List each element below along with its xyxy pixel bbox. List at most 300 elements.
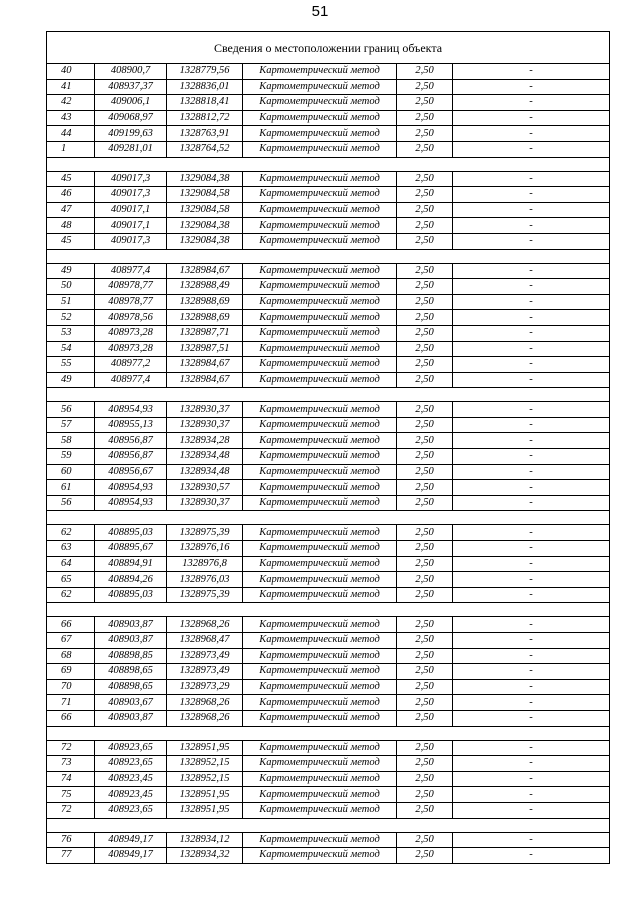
- accuracy-cell: 2,50: [397, 126, 453, 142]
- group-separator-cell: [47, 726, 610, 740]
- x-coordinate-cell: 409017,1: [95, 218, 167, 234]
- table-row: [47, 187, 610, 203]
- table-row: [47, 802, 610, 818]
- description-cell: -: [453, 171, 610, 187]
- accuracy-cell: 2,50: [397, 233, 453, 249]
- point-number-cell: 50: [47, 279, 95, 295]
- point-number-cell: 75: [47, 787, 95, 803]
- accuracy-cell: 2,50: [397, 740, 453, 756]
- description-cell: -: [453, 541, 610, 557]
- accuracy-cell: 2,50: [397, 110, 453, 126]
- y-coordinate-cell: 1329084,38: [167, 233, 243, 249]
- table-title: Сведения о местоположении границ объекта: [47, 32, 610, 64]
- description-cell: -: [453, 449, 610, 465]
- accuracy-cell: 2,50: [397, 433, 453, 449]
- point-number-cell: 59: [47, 449, 95, 465]
- point-number-cell: 67: [47, 633, 95, 649]
- point-number-cell: 77: [47, 848, 95, 864]
- x-coordinate-cell: 408894,26: [95, 572, 167, 588]
- point-number-cell: 52: [47, 310, 95, 326]
- x-coordinate-cell: 408956,87: [95, 433, 167, 449]
- accuracy-cell: 2,50: [397, 495, 453, 511]
- x-coordinate-cell: 408978,56: [95, 310, 167, 326]
- description-cell: -: [453, 218, 610, 234]
- description-cell: -: [453, 187, 610, 203]
- y-coordinate-cell: 1329084,58: [167, 202, 243, 218]
- y-coordinate-cell: 1328934,48: [167, 464, 243, 480]
- table-row: [47, 449, 610, 465]
- x-coordinate-cell: 408895,67: [95, 541, 167, 557]
- x-coordinate-cell: 408903,87: [95, 617, 167, 633]
- description-cell: -: [453, 525, 610, 541]
- method-cell: Картометрический метод: [243, 279, 397, 295]
- point-number-cell: 45: [47, 233, 95, 249]
- x-coordinate-cell: 408956,67: [95, 464, 167, 480]
- description-cell: -: [453, 294, 610, 310]
- point-number-cell: 72: [47, 740, 95, 756]
- x-coordinate-cell: 409017,3: [95, 171, 167, 187]
- table-row: [47, 556, 610, 572]
- y-coordinate-cell: 1329084,38: [167, 171, 243, 187]
- accuracy-cell: 2,50: [397, 341, 453, 357]
- point-number-cell: 56: [47, 495, 95, 511]
- method-cell: Картометрический метод: [243, 556, 397, 572]
- point-number-cell: 54: [47, 341, 95, 357]
- point-number-cell: 49: [47, 372, 95, 388]
- accuracy-cell: 2,50: [397, 541, 453, 557]
- group-separator-row: [47, 818, 610, 832]
- point-number-cell: 48: [47, 218, 95, 234]
- y-coordinate-cell: 1328934,32: [167, 848, 243, 864]
- group-separator-cell: [47, 603, 610, 617]
- x-coordinate-cell: 409006,1: [95, 95, 167, 111]
- method-cell: Картометрический метод: [243, 341, 397, 357]
- point-number-cell: 49: [47, 263, 95, 279]
- table-title-row: [47, 32, 610, 64]
- y-coordinate-cell: 1328968,26: [167, 710, 243, 726]
- table-row: [47, 740, 610, 756]
- table-row: [47, 294, 610, 310]
- table-row: [47, 110, 610, 126]
- method-cell: Картометрический метод: [243, 202, 397, 218]
- table-row: [47, 95, 610, 111]
- description-cell: -: [453, 480, 610, 496]
- method-cell: Картометрический метод: [243, 64, 397, 80]
- description-cell: -: [453, 417, 610, 433]
- point-number-cell: 55: [47, 357, 95, 373]
- description-cell: -: [453, 740, 610, 756]
- x-coordinate-cell: 408954,93: [95, 402, 167, 418]
- description-cell: -: [453, 464, 610, 480]
- method-cell: Картометрический метод: [243, 587, 397, 603]
- table-row: [47, 480, 610, 496]
- point-number-cell: 62: [47, 525, 95, 541]
- accuracy-cell: 2,50: [397, 187, 453, 203]
- x-coordinate-cell: 409199,63: [95, 126, 167, 142]
- y-coordinate-cell: 1328779,56: [167, 64, 243, 80]
- method-cell: Картометрический метод: [243, 402, 397, 418]
- accuracy-cell: 2,50: [397, 417, 453, 433]
- description-cell: -: [453, 787, 610, 803]
- group-separator-cell: [47, 511, 610, 525]
- method-cell: Картометрический метод: [243, 171, 397, 187]
- description-cell: -: [453, 771, 610, 787]
- table-body: [47, 32, 610, 864]
- description-cell: -: [453, 756, 610, 772]
- y-coordinate-cell: 1328984,67: [167, 357, 243, 373]
- y-coordinate-cell: 1328763,91: [167, 126, 243, 142]
- description-cell: -: [453, 233, 610, 249]
- x-coordinate-cell: 408898,85: [95, 648, 167, 664]
- accuracy-cell: 2,50: [397, 372, 453, 388]
- method-cell: Картометрический метод: [243, 679, 397, 695]
- point-number-cell: 40: [47, 64, 95, 80]
- method-cell: Картометрический метод: [243, 110, 397, 126]
- point-number-cell: 41: [47, 79, 95, 95]
- x-coordinate-cell: 408895,03: [95, 525, 167, 541]
- x-coordinate-cell: 408923,65: [95, 756, 167, 772]
- x-coordinate-cell: 408954,93: [95, 495, 167, 511]
- method-cell: Картометрический метод: [243, 79, 397, 95]
- description-cell: -: [453, 617, 610, 633]
- method-cell: Картометрический метод: [243, 648, 397, 664]
- table-row: [47, 710, 610, 726]
- point-number-cell: 45: [47, 171, 95, 187]
- table-row: [47, 587, 610, 603]
- x-coordinate-cell: 408978,77: [95, 294, 167, 310]
- table-row: [47, 832, 610, 848]
- method-cell: Картометрический метод: [243, 263, 397, 279]
- description-cell: -: [453, 433, 610, 449]
- method-cell: Картометрический метод: [243, 433, 397, 449]
- point-number-cell: 1: [47, 141, 95, 157]
- accuracy-cell: 2,50: [397, 710, 453, 726]
- table-row: [47, 572, 610, 588]
- point-number-cell: 76: [47, 832, 95, 848]
- table-row: [47, 664, 610, 680]
- page-number: 51: [311, 3, 329, 20]
- method-cell: Картометрический метод: [243, 449, 397, 465]
- accuracy-cell: 2,50: [397, 79, 453, 95]
- description-cell: -: [453, 263, 610, 279]
- x-coordinate-cell: 408949,17: [95, 848, 167, 864]
- accuracy-cell: 2,50: [397, 449, 453, 465]
- accuracy-cell: 2,50: [397, 95, 453, 111]
- method-cell: Картометрический метод: [243, 325, 397, 341]
- table-row: [47, 357, 610, 373]
- point-number-cell: 62: [47, 587, 95, 603]
- x-coordinate-cell: 408903,87: [95, 633, 167, 649]
- accuracy-cell: 2,50: [397, 525, 453, 541]
- table-row: [47, 279, 610, 295]
- method-cell: Картометрический метод: [243, 787, 397, 803]
- description-cell: -: [453, 664, 610, 680]
- table-row: [47, 79, 610, 95]
- table-row: [47, 848, 610, 864]
- method-cell: Картометрический метод: [243, 572, 397, 588]
- y-coordinate-cell: 1328934,12: [167, 832, 243, 848]
- x-coordinate-cell: 408894,91: [95, 556, 167, 572]
- table-row: [47, 771, 610, 787]
- x-coordinate-cell: 408900,7: [95, 64, 167, 80]
- point-number-cell: 71: [47, 695, 95, 711]
- table-row: [47, 402, 610, 418]
- table-row: [47, 263, 610, 279]
- y-coordinate-cell: 1328934,48: [167, 449, 243, 465]
- description-cell: -: [453, 341, 610, 357]
- description-cell: -: [453, 587, 610, 603]
- table-row: [47, 525, 610, 541]
- point-number-cell: 58: [47, 433, 95, 449]
- x-coordinate-cell: 408923,65: [95, 740, 167, 756]
- group-separator-row: [47, 603, 610, 617]
- point-number-cell: 57: [47, 417, 95, 433]
- group-separator-cell: [47, 157, 610, 171]
- table-row: [47, 202, 610, 218]
- point-number-cell: 66: [47, 710, 95, 726]
- point-number-cell: 73: [47, 756, 95, 772]
- table-row: [47, 417, 610, 433]
- description-cell: -: [453, 357, 610, 373]
- point-number-cell: 69: [47, 664, 95, 680]
- method-cell: Картометрический метод: [243, 633, 397, 649]
- description-cell: -: [453, 325, 610, 341]
- x-coordinate-cell: 408903,87: [95, 710, 167, 726]
- y-coordinate-cell: 1328973,29: [167, 679, 243, 695]
- y-coordinate-cell: 1329084,38: [167, 218, 243, 234]
- group-separator-row: [47, 388, 610, 402]
- accuracy-cell: 2,50: [397, 402, 453, 418]
- x-coordinate-cell: 408903,67: [95, 695, 167, 711]
- method-cell: Картометрический метод: [243, 417, 397, 433]
- boundary-table: [46, 31, 610, 864]
- description-cell: -: [453, 79, 610, 95]
- accuracy-cell: 2,50: [397, 310, 453, 326]
- accuracy-cell: 2,50: [397, 664, 453, 680]
- table-row: [47, 617, 610, 633]
- method-cell: Картометрический метод: [243, 756, 397, 772]
- table-row: [47, 233, 610, 249]
- method-cell: Картометрический метод: [243, 294, 397, 310]
- method-cell: Картометрический метод: [243, 802, 397, 818]
- point-number-cell: 66: [47, 617, 95, 633]
- y-coordinate-cell: 1328952,15: [167, 771, 243, 787]
- method-cell: Картометрический метод: [243, 141, 397, 157]
- accuracy-cell: 2,50: [397, 357, 453, 373]
- y-coordinate-cell: 1328984,67: [167, 263, 243, 279]
- x-coordinate-cell: 408954,93: [95, 480, 167, 496]
- y-coordinate-cell: 1328987,51: [167, 341, 243, 357]
- method-cell: Картометрический метод: [243, 664, 397, 680]
- x-coordinate-cell: 408978,77: [95, 279, 167, 295]
- x-coordinate-cell: 408977,4: [95, 372, 167, 388]
- y-coordinate-cell: 1328930,37: [167, 402, 243, 418]
- x-coordinate-cell: 408923,45: [95, 787, 167, 803]
- x-coordinate-cell: 409017,3: [95, 187, 167, 203]
- table-row: [47, 679, 610, 695]
- description-cell: -: [453, 848, 610, 864]
- accuracy-cell: 2,50: [397, 64, 453, 80]
- accuracy-cell: 2,50: [397, 848, 453, 864]
- y-coordinate-cell: 1328930,37: [167, 495, 243, 511]
- accuracy-cell: 2,50: [397, 294, 453, 310]
- accuracy-cell: 2,50: [397, 572, 453, 588]
- group-separator-row: [47, 249, 610, 263]
- description-cell: -: [453, 402, 610, 418]
- description-cell: -: [453, 279, 610, 295]
- method-cell: Картометрический метод: [243, 126, 397, 142]
- y-coordinate-cell: 1328951,95: [167, 802, 243, 818]
- description-cell: -: [453, 695, 610, 711]
- accuracy-cell: 2,50: [397, 464, 453, 480]
- description-cell: -: [453, 710, 610, 726]
- description-cell: -: [453, 802, 610, 818]
- y-coordinate-cell: 1328988,49: [167, 279, 243, 295]
- x-coordinate-cell: 408949,17: [95, 832, 167, 848]
- description-cell: -: [453, 110, 610, 126]
- y-coordinate-cell: 1328976,16: [167, 541, 243, 557]
- point-number-cell: 44: [47, 126, 95, 142]
- y-coordinate-cell: 1328818,41: [167, 95, 243, 111]
- table-row: [47, 341, 610, 357]
- x-coordinate-cell: 408977,4: [95, 263, 167, 279]
- method-cell: Картометрический метод: [243, 357, 397, 373]
- y-coordinate-cell: 1328812,72: [167, 110, 243, 126]
- table-row: [47, 310, 610, 326]
- x-coordinate-cell: 409017,3: [95, 233, 167, 249]
- description-cell: -: [453, 310, 610, 326]
- accuracy-cell: 2,50: [397, 556, 453, 572]
- y-coordinate-cell: 1328984,67: [167, 372, 243, 388]
- table-row: [47, 648, 610, 664]
- method-cell: Картометрический метод: [243, 233, 397, 249]
- y-coordinate-cell: 1328987,71: [167, 325, 243, 341]
- y-coordinate-cell: 1328976,8: [167, 556, 243, 572]
- y-coordinate-cell: 1328973,49: [167, 648, 243, 664]
- table-row: [47, 541, 610, 557]
- y-coordinate-cell: 1328836,01: [167, 79, 243, 95]
- y-coordinate-cell: 1328930,57: [167, 480, 243, 496]
- table-row: [47, 433, 610, 449]
- accuracy-cell: 2,50: [397, 171, 453, 187]
- accuracy-cell: 2,50: [397, 218, 453, 234]
- description-cell: -: [453, 64, 610, 80]
- accuracy-cell: 2,50: [397, 617, 453, 633]
- accuracy-cell: 2,50: [397, 633, 453, 649]
- accuracy-cell: 2,50: [397, 325, 453, 341]
- y-coordinate-cell: 1328988,69: [167, 294, 243, 310]
- point-number-cell: 70: [47, 679, 95, 695]
- y-coordinate-cell: 1328952,15: [167, 756, 243, 772]
- x-coordinate-cell: 408973,28: [95, 325, 167, 341]
- accuracy-cell: 2,50: [397, 480, 453, 496]
- group-separator-cell: [47, 249, 610, 263]
- table-row: [47, 171, 610, 187]
- description-cell: -: [453, 633, 610, 649]
- accuracy-cell: 2,50: [397, 141, 453, 157]
- point-number-cell: 74: [47, 771, 95, 787]
- point-number-cell: 46: [47, 187, 95, 203]
- y-coordinate-cell: 1328973,49: [167, 664, 243, 680]
- description-cell: -: [453, 202, 610, 218]
- point-number-cell: 64: [47, 556, 95, 572]
- point-number-cell: 63: [47, 541, 95, 557]
- method-cell: Картометрический метод: [243, 525, 397, 541]
- description-cell: -: [453, 572, 610, 588]
- x-coordinate-cell: 408923,65: [95, 802, 167, 818]
- table-row: [47, 372, 610, 388]
- y-coordinate-cell: 1328975,39: [167, 525, 243, 541]
- table-row: [47, 495, 610, 511]
- method-cell: Картометрический метод: [243, 832, 397, 848]
- x-coordinate-cell: 408956,87: [95, 449, 167, 465]
- method-cell: Картометрический метод: [243, 95, 397, 111]
- point-number-cell: 56: [47, 402, 95, 418]
- method-cell: Картометрический метод: [243, 495, 397, 511]
- method-cell: Картометрический метод: [243, 480, 397, 496]
- y-coordinate-cell: 1328934,28: [167, 433, 243, 449]
- x-coordinate-cell: 408955,13: [95, 417, 167, 433]
- y-coordinate-cell: 1328968,26: [167, 695, 243, 711]
- group-separator-row: [47, 157, 610, 171]
- point-number-cell: 61: [47, 480, 95, 496]
- point-number-cell: 53: [47, 325, 95, 341]
- x-coordinate-cell: 408977,2: [95, 357, 167, 373]
- x-coordinate-cell: 409017,1: [95, 202, 167, 218]
- y-coordinate-cell: 1328968,47: [167, 633, 243, 649]
- point-number-cell: 43: [47, 110, 95, 126]
- method-cell: Картометрический метод: [243, 617, 397, 633]
- method-cell: Картометрический метод: [243, 464, 397, 480]
- point-number-cell: 42: [47, 95, 95, 111]
- method-cell: Картометрический метод: [243, 695, 397, 711]
- accuracy-cell: 2,50: [397, 263, 453, 279]
- x-coordinate-cell: 409281,01: [95, 141, 167, 157]
- description-cell: -: [453, 832, 610, 848]
- method-cell: Картометрический метод: [243, 310, 397, 326]
- description-cell: -: [453, 648, 610, 664]
- accuracy-cell: 2,50: [397, 802, 453, 818]
- table-row: [47, 756, 610, 772]
- table-row: [47, 126, 610, 142]
- description-cell: -: [453, 679, 610, 695]
- accuracy-cell: 2,50: [397, 756, 453, 772]
- x-coordinate-cell: 408898,65: [95, 679, 167, 695]
- y-coordinate-cell: 1328975,39: [167, 587, 243, 603]
- point-number-cell: 68: [47, 648, 95, 664]
- description-cell: -: [453, 95, 610, 111]
- method-cell: Картометрический метод: [243, 218, 397, 234]
- description-cell: -: [453, 141, 610, 157]
- method-cell: Картометрический метод: [243, 848, 397, 864]
- table-row: [47, 64, 610, 80]
- y-coordinate-cell: 1328951,95: [167, 740, 243, 756]
- method-cell: Картометрический метод: [243, 541, 397, 557]
- accuracy-cell: 2,50: [397, 832, 453, 848]
- table-row: [47, 787, 610, 803]
- table-row: [47, 218, 610, 234]
- table-row: [47, 141, 610, 157]
- accuracy-cell: 2,50: [397, 679, 453, 695]
- accuracy-cell: 2,50: [397, 279, 453, 295]
- table-row: [47, 695, 610, 711]
- y-coordinate-cell: 1328968,26: [167, 617, 243, 633]
- x-coordinate-cell: 408923,45: [95, 771, 167, 787]
- y-coordinate-cell: 1328764,52: [167, 141, 243, 157]
- method-cell: Картометрический метод: [243, 740, 397, 756]
- table-row: [47, 325, 610, 341]
- group-separator-row: [47, 511, 610, 525]
